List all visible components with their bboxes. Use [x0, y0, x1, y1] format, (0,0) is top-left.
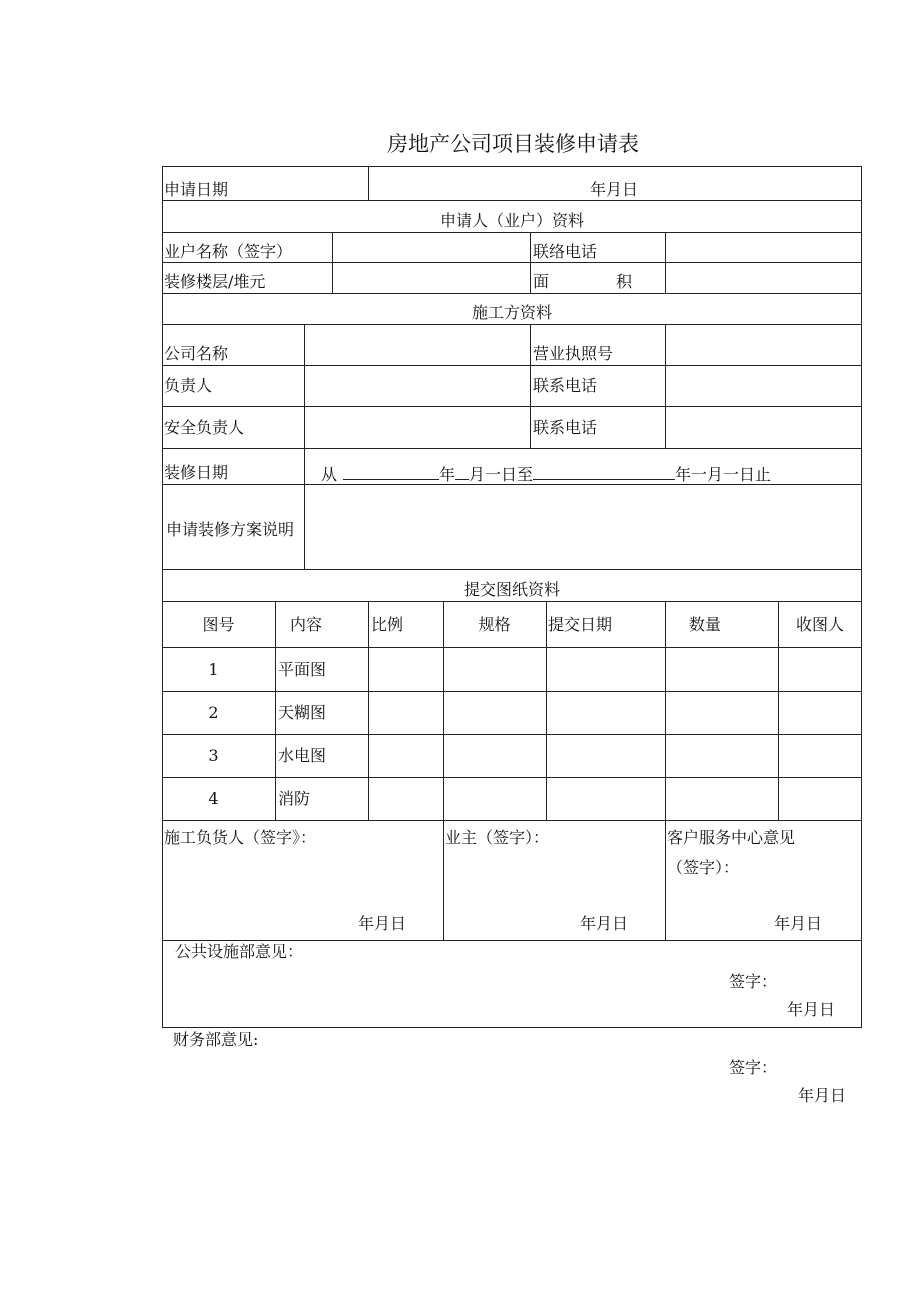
drawing-number: 3 — [208, 746, 219, 765]
row-divider — [162, 324, 862, 325]
owner-name-label: 业户名称（签字） — [164, 242, 293, 261]
col-divider — [665, 601, 666, 940]
col-divider — [530, 232, 531, 293]
area-label-first: 面 — [533, 272, 550, 291]
apply-date-value[interactable]: 年月日 — [590, 180, 639, 199]
finance-opinion-label: 财务部意见: — [173, 1030, 259, 1049]
owner-signature-label: 业主（签字）： — [445, 828, 550, 847]
contact-phone-label: 联络电话 — [533, 242, 598, 261]
start-year-blank[interactable] — [343, 463, 439, 480]
col-divider — [546, 601, 547, 820]
row-divider — [162, 232, 862, 233]
drawing-number: 4 — [208, 789, 219, 808]
owner-signature-date: 年月日 — [580, 914, 629, 933]
drawing-header-receiver: 收图人 — [795, 615, 844, 634]
service-center-date: 年月日 — [774, 914, 823, 933]
contractor-signature-label: 施工负货人（签字》： — [164, 828, 317, 847]
safety-manager-label: 安全负责人 — [164, 418, 245, 437]
row-divider — [162, 940, 862, 941]
row-divider — [162, 777, 862, 778]
drawing-content: 水电图 — [278, 746, 327, 765]
finance-signature-label: 签字： — [729, 1058, 778, 1077]
drawing-header-spec: 规格 — [478, 615, 511, 634]
until-text: 月一日至 — [469, 465, 534, 484]
drawing-number: 2 — [208, 703, 219, 722]
row-divider — [162, 293, 862, 294]
row-divider — [162, 734, 862, 735]
contractor-section-title: 施工方资料 — [471, 303, 552, 322]
col-divider — [304, 324, 305, 569]
col-divider — [368, 166, 369, 200]
row-divider — [162, 448, 862, 449]
license-label: 营业执照号 — [533, 344, 614, 363]
row-divider — [162, 647, 862, 648]
col-divider — [443, 601, 444, 940]
facilities-signature-label: 签字： — [729, 972, 778, 991]
floor-label: 装修楼层/堆元 — [164, 272, 266, 291]
row-divider — [162, 262, 862, 263]
manager-phone-label: 联系电话 — [533, 376, 598, 395]
row-divider — [162, 601, 862, 602]
drawing-header-scale: 比例 — [371, 615, 404, 634]
row-divider — [162, 200, 862, 201]
col-divider — [665, 324, 666, 448]
finance-date: 年月日 — [798, 1086, 847, 1105]
facilities-opinion-label: 公共设施部意见： — [175, 942, 304, 961]
page-title: 房地产公司项目装修申请表 — [387, 132, 639, 156]
facilities-date: 年月日 — [787, 1000, 836, 1019]
year-text: 年 — [439, 465, 456, 484]
renovation-date-label: 装修日期 — [164, 463, 229, 482]
row-divider — [162, 365, 862, 366]
col-divider — [665, 232, 666, 293]
drawing-header-content: 内容 — [290, 615, 323, 634]
safety-phone-label: 联系电话 — [533, 418, 598, 437]
col-divider — [275, 601, 276, 820]
end-text: 年一月一日止 — [675, 465, 772, 484]
end-year-blank[interactable] — [533, 463, 675, 480]
row-divider — [162, 691, 862, 692]
drawing-content: 消防 — [278, 789, 311, 808]
start-month-blank[interactable] — [455, 463, 469, 480]
drawing-content: 天糊图 — [278, 703, 327, 722]
renovation-date-line[interactable] — [321, 463, 771, 485]
area-label-second: 积 — [616, 272, 633, 291]
from-text: 从 — [321, 465, 338, 484]
col-divider — [368, 601, 369, 820]
applicant-section-title: 申请人（业户）资料 — [439, 211, 584, 230]
plan-description-label: 申请装修方案说明 — [166, 520, 295, 539]
drawings-section-title: 提交图纸资料 — [463, 580, 560, 599]
company-name-label: 公司名称 — [164, 344, 229, 363]
row-divider — [162, 569, 862, 570]
service-center-signature-label: （签字）： — [667, 858, 740, 877]
col-divider — [332, 232, 333, 293]
drawing-number: 1 — [208, 660, 219, 679]
drawing-header-date: 提交日期 — [548, 615, 613, 634]
drawing-header-quantity: 数量 — [688, 615, 721, 634]
drawing-content: 平面图 — [278, 660, 327, 679]
row-divider — [162, 820, 862, 821]
row-divider — [162, 406, 862, 407]
col-divider — [530, 324, 531, 448]
manager-label: 负责人 — [164, 376, 213, 395]
drawing-header-number: 图号 — [202, 615, 235, 634]
apply-date-label: 申请日期 — [164, 180, 229, 199]
service-center-opinion-label: 客户服务中心意见 — [667, 828, 796, 847]
contractor-signature-date: 年月日 — [358, 914, 407, 933]
